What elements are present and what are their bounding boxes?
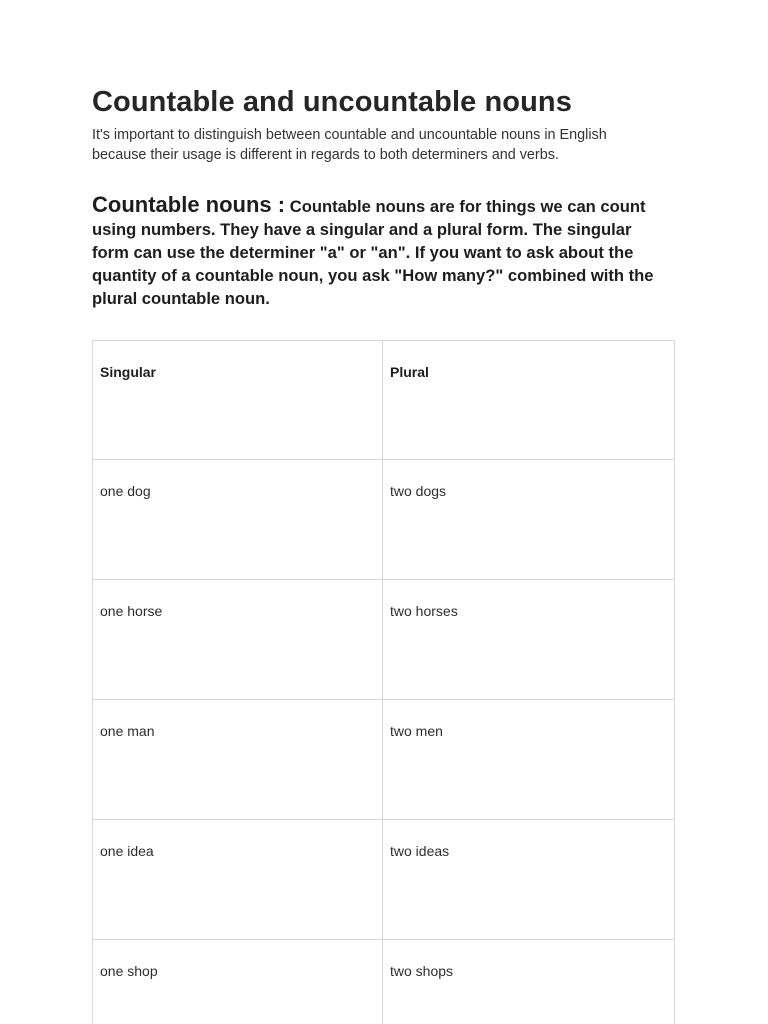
plural-cell: two men bbox=[383, 700, 675, 820]
plural-cell: two horses bbox=[383, 580, 675, 700]
header-singular: Singular bbox=[93, 341, 383, 460]
page-title: Countable and uncountable nouns bbox=[92, 86, 572, 118]
singular-cell: one man bbox=[93, 700, 383, 820]
countable-nouns-table bbox=[92, 340, 675, 1024]
table-row bbox=[93, 820, 675, 940]
header-plural: Plural bbox=[383, 341, 675, 460]
intro-paragraph: It's important to distinguish between countable and uncountable nouns in English because their usage is different in regards to both determiners and verbs. bbox=[92, 127, 607, 163]
plural-cell: two dogs bbox=[383, 460, 675, 580]
table-row bbox=[93, 580, 675, 700]
singular-cell: one shop bbox=[93, 940, 383, 1024]
plural-cell: two ideas bbox=[383, 820, 675, 940]
table-row bbox=[93, 460, 675, 580]
singular-cell: one idea bbox=[93, 820, 383, 940]
section-heading: Countable nouns : bbox=[92, 192, 286, 217]
table-header-row bbox=[93, 341, 675, 460]
plural-cell: two shops bbox=[383, 940, 675, 1024]
table-row bbox=[93, 940, 675, 1024]
section-body: Countable nouns are for things we can count using numbers. They have a singular and a plural form. The singular form can use the determiner "a" or "an". If you want to ask about the quantity of a countable noun, you ask "How many?" combined with the plural countable noun. bbox=[92, 197, 654, 308]
singular-cell: one dog bbox=[93, 460, 383, 580]
table-row bbox=[93, 700, 675, 820]
singular-cell: one horse bbox=[93, 580, 383, 700]
countable-nouns-section bbox=[92, 193, 667, 310]
